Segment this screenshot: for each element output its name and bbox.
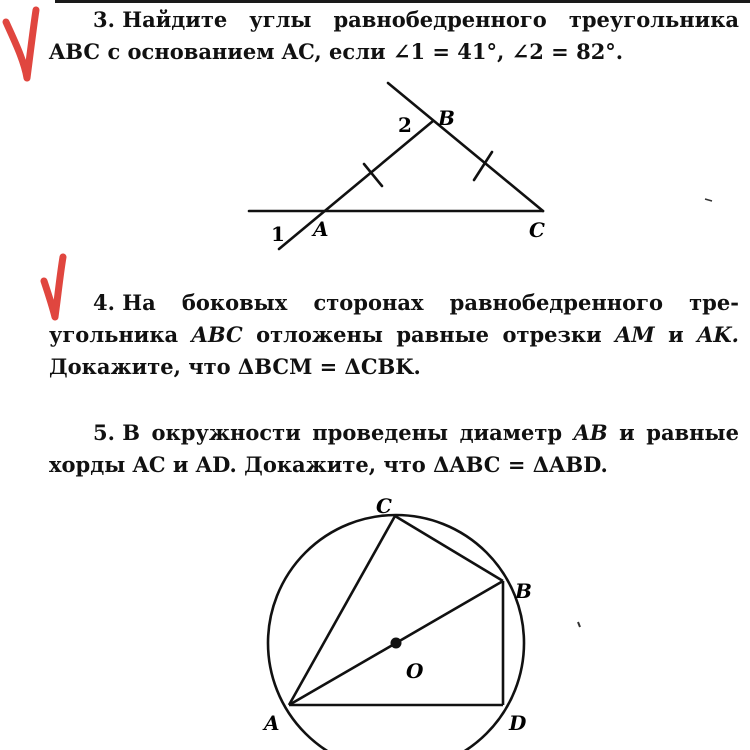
stray-mark [578,622,580,627]
problem-5-line-2: хорды AC и AD. Докажите, что ΔABC = ΔABD. [49,452,608,477]
word: равные [646,420,739,445]
word: AM [615,322,655,347]
word: На [122,290,156,315]
center-point [391,638,402,649]
word: ABC [191,322,243,347]
label-angle-2: 2 [398,113,412,137]
word: Найдите [122,7,228,32]
word: углы [249,7,312,32]
word: сторонах [313,290,424,315]
word: В [122,420,140,445]
label-a: A [313,217,329,241]
label-angle-1: 1 [271,222,285,246]
problem-number: 5. [93,420,115,445]
word: AB [573,420,608,445]
label-c: C [529,218,545,242]
word: и [619,420,635,445]
word: равнобедренного [333,7,547,32]
word: тре- [689,290,739,315]
chord-ac [289,516,395,705]
word: и [668,322,684,347]
word: диаметр [459,420,563,445]
word: боковых [181,290,288,315]
label-d: D [509,711,527,735]
word: угольника [49,322,179,347]
word: отложены [256,322,383,347]
problem-number: 3. [93,7,115,32]
label-o: O [406,659,424,683]
label-c: C [376,494,392,518]
circle [268,515,524,750]
word: проведены [312,420,449,445]
label-a: A [264,711,280,735]
label-b: B [515,579,532,603]
problem-3-line-2: ABC с основанием AC, если ∠1 = 41°, ∠2 = 82°. [49,39,624,64]
word: окружности [151,420,301,445]
problem-number: 4. [93,290,115,315]
word: треугольника [568,7,739,32]
label-b: B [438,106,455,130]
word: равнобедренного [449,290,663,315]
word: равные [396,322,490,347]
word: отрезки [502,322,602,347]
problem-4-line-3: Докажите, что ΔBCM = ΔCBK. [49,354,421,379]
word: AK. [697,322,739,347]
